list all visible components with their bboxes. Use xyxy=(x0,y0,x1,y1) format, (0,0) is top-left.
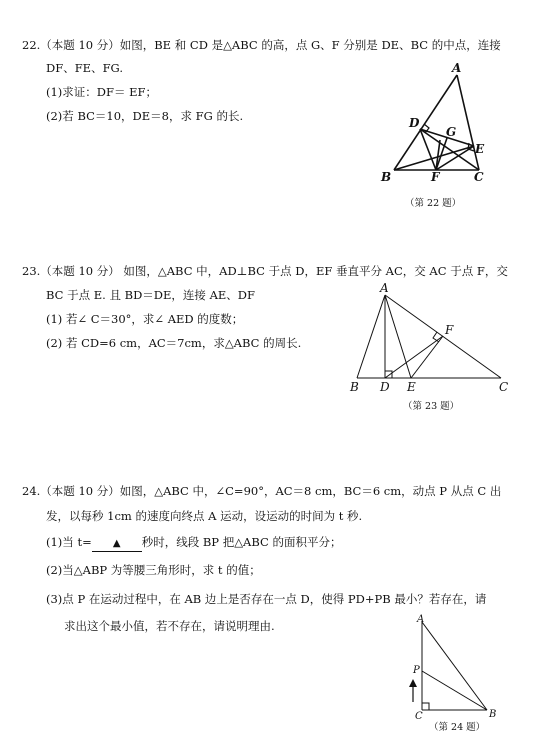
q24-part1-suffix: 秒时，线段 BP 把△ABC 的面积平分； xyxy=(141,535,342,549)
q23-part1: (1) 若∠ C＝30°，求∠ AED 的度数； xyxy=(46,312,244,326)
q22-label-a: A xyxy=(452,61,462,75)
q24-caption: （第 24 题） xyxy=(429,722,486,733)
q24-label-b: B xyxy=(489,709,497,720)
q23-line1: 23.（本题 10 分） 如图，△ABC 中，AD⊥BC 于点 D，EF 垂直平分 AC，交 AC 于点 F，交 xyxy=(22,264,508,278)
q22-part2: (2)若 BC＝10，DE＝8，求 FG 的长. xyxy=(46,109,244,123)
q22-label-g: G xyxy=(446,125,457,139)
q22-line2: DF、FE、FG. xyxy=(46,61,123,75)
q24-label-p: P xyxy=(413,665,420,676)
q22-label-d: D xyxy=(409,116,420,130)
q22-label-c: C xyxy=(474,170,484,184)
q22-part1: (1)求证：DF＝ EF； xyxy=(46,85,158,99)
q23-part2: (2) 若 CD=6 cm，AC＝7cm，求△ABC 的周长. xyxy=(46,336,302,350)
q24-line1: 24.（本题 10 分）如图，△ABC 中，∠C=90°，AC＝8 cm，BC＝6 cm，动点 P 从点 C 出 xyxy=(22,484,502,498)
q22-label-f: F xyxy=(431,170,440,184)
q22-caption: （第 22 题） xyxy=(405,198,462,209)
q23-line2: BC 于点 E. 且 BD＝DE，连接 AE、DF xyxy=(46,288,255,302)
q23-label-d: D xyxy=(380,380,390,394)
q22-label-e: E xyxy=(475,142,485,156)
q23-caption: （第 23 题） xyxy=(403,401,460,412)
q23-label-e: E xyxy=(407,380,416,394)
q23-label-a: A xyxy=(380,281,389,295)
q23-label-f: F xyxy=(445,323,454,337)
q22-label-b: B xyxy=(381,170,392,184)
q24-part1-prefix: (1)当 t= xyxy=(46,535,92,549)
q22-line1: 22.（本题 10 分）如图，BE 和 CD 是△ABC 的高，点 G、F 分别是 DE、BC 的中点，连接 xyxy=(22,38,501,52)
q23-label-b: B xyxy=(350,380,359,394)
q24-part3: (3)点 P 在运动过程中，在 AB 边上是否存在一点 D，使得 PD+PB 最小？若存在，请 xyxy=(46,592,487,606)
q24-part2: (2)当△ABP 为等腰三角形时，求 t 的值； xyxy=(46,563,261,577)
q23-label-c: C xyxy=(499,380,509,394)
q24-label-a: A xyxy=(417,614,425,625)
q24-label-c: C xyxy=(415,711,423,722)
q24-line2: 发，以每秒 1cm 的速度向终点 A 运动，设运动的时间为 t 秒. xyxy=(46,509,363,523)
answer-marker-icon: ▲ xyxy=(112,538,121,549)
q24-part3-cont: 求出这个最小值，若不存在，请说明理由. xyxy=(64,619,275,633)
